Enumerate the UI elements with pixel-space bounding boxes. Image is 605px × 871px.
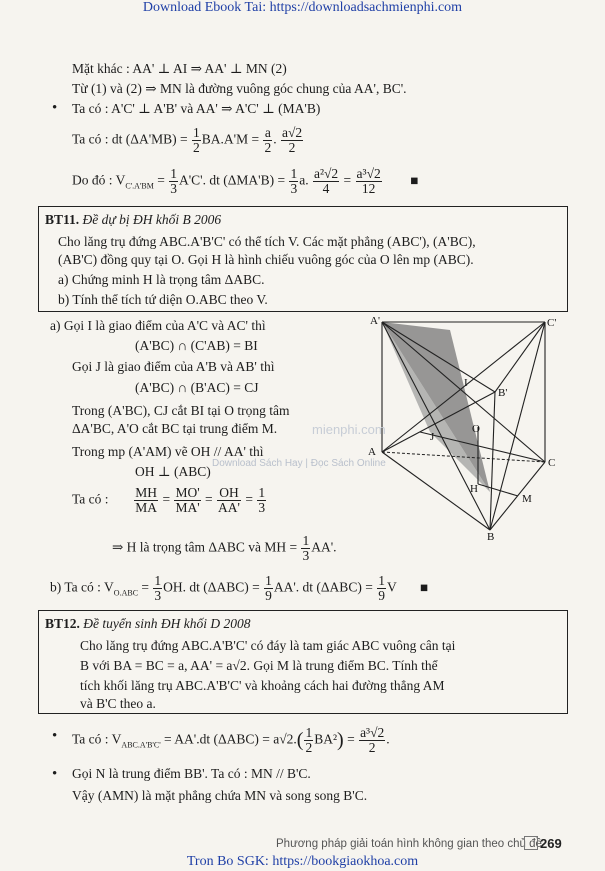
- text: A'C'. dt (ΔMA'B) =: [178, 172, 286, 188]
- page-number: 269: [540, 836, 562, 851]
- text: OH. dt (ΔABC) =: [163, 579, 260, 595]
- text-line: Cho lăng trụ đứng ABC.A'B'C' có thể tích V. Các mặt phẳng (ABC'), (A'BC),: [58, 234, 476, 249]
- end-mark: ■: [410, 172, 419, 188]
- text: BA.A'M =: [201, 131, 260, 147]
- text-line: a) Gọi I là giao điểm của A'C và AC' thì: [50, 318, 266, 333]
- text: b) Ta có : V: [50, 579, 114, 595]
- header-download-link[interactable]: Download Ebook Tai: https://downloadsachmienphi.com: [142, 0, 463, 15]
- fraction: $\frac{\text{a²√2}}{4}$: [313, 166, 339, 196]
- text-line: Trong mp (A'AM) vẽ OH // AA' thì: [72, 444, 264, 459]
- fraction: $\frac{1}{3}$: [302, 533, 310, 563]
- label-A: A: [368, 446, 376, 458]
- fraction: $\frac{1}{3}$: [290, 166, 298, 196]
- text-line: (AB'C) đồng quy tại O. Gọi H là hình chiếu vuông góc của O lên mp (ABC).: [58, 252, 474, 267]
- label-C1: C': [547, 317, 557, 329]
- conclusion: [112, 534, 337, 563]
- fraction: $\frac{MH}{MA}$: [135, 485, 158, 515]
- book-icon: [524, 836, 538, 850]
- fraction: $\frac{OH}{AA'}$: [218, 485, 240, 515]
- label-A1: A': [370, 315, 380, 327]
- text: = AA'.dt (ΔABC) = a√2.: [164, 731, 297, 747]
- text-line: (A'BC) ∩ (C'AB) = BI: [135, 338, 258, 353]
- fraction: $\frac{a}{2}$: [264, 125, 272, 155]
- prism-figure: [360, 312, 580, 542]
- text: a.: [299, 172, 309, 188]
- label-H: H: [470, 483, 478, 495]
- text: =: [347, 731, 355, 747]
- label-J: J: [430, 431, 435, 443]
- watermark-text: mienphi.com: [312, 422, 386, 437]
- footer-text: Phương pháp giải toán hình không gian theo chủ đề: [276, 838, 542, 850]
- text-line: Trong (A'BC), CJ cắt BI tại O trọng tâm: [72, 403, 290, 418]
- text-line: OH ⊥ (ABC): [135, 464, 211, 479]
- text: Ta có : V: [72, 731, 122, 747]
- fraction: $\frac{a√2}{2}$: [281, 125, 303, 155]
- text: AA'. dt (ΔABC) =: [273, 579, 373, 595]
- text: Do đó : V: [72, 172, 126, 188]
- text: BA²: [314, 731, 338, 747]
- text-line: Mặt khác : AA' ⊥ AI ⇒ AA' ⊥ MN (2): [72, 61, 287, 76]
- question-b: b) Tính thể tích tứ diện O.ABC theo V.: [58, 292, 268, 307]
- fraction: $\frac{\text{a³√2}}{12}$: [356, 166, 381, 196]
- volume-formula: Do đó : $V_{C'.A'BM}$ = $\frac{1}{3}$ A'C'. dt (ΔMA'B) = $\frac{1}{3}$ a. $\frac{\text{a²√2}}{4}$ = $\frac{\text{a³√2}}{12}$ ■: [72, 166, 419, 196]
- text-line: và B'C theo a.: [80, 696, 156, 711]
- label-O: O: [472, 423, 480, 435]
- subscript: ABC.A'B'C': [121, 740, 161, 750]
- bullet: •: [52, 100, 58, 116]
- label-B1: B': [498, 387, 508, 399]
- fraction: $\frac{\text{a³√2}}{2}$: [360, 725, 385, 755]
- end-mark: ■: [419, 579, 428, 595]
- area-formula: Ta có : dt (ΔA'MB) = $\frac{1}{2}$ BA.A'M = $\frac{a}{2}$ . $\frac{a√2}{2}$: [72, 125, 303, 155]
- fraction: $\frac{1}{2}$: [305, 725, 313, 755]
- text: .: [386, 731, 390, 747]
- text-line: Cho lăng trụ đứng ABC.A'B'C' có đáy là tam giác ABC vuông cân tại: [80, 638, 456, 653]
- text-line: Vậy (AMN) là mặt phẳng chứa MN và song song B'C.: [72, 788, 368, 803]
- label-M: M: [522, 493, 532, 505]
- exercise-title: BT11. Đề dự bị ĐH khối B 2006: [45, 212, 222, 227]
- fraction: $\frac{1}{2}$: [193, 125, 200, 155]
- text-line: B với BA = BC = a, AA' = a√2. Gọi M là trung điểm BC. Tính thể: [80, 658, 438, 673]
- watermark-text: Download Sách Hay | Đọc Sách Online: [212, 458, 386, 469]
- text-line: tích khối lăng trụ ABC.A'B'C' và khoảng cách hai đường thẳng AM: [80, 678, 445, 693]
- exercise-title: BT12. Đề tuyển sinh ĐH khối D 2008: [45, 616, 251, 631]
- text: Ta có :: [72, 491, 109, 507]
- part-b-formula: b) Ta có : $V_{O.ABC}$ = $\frac{1}{3}$ OH. dt (ΔABC) = $\frac{1}{9}$ AA'. dt (ΔABC) = $\frac{1}{9}$ V ■: [50, 573, 428, 603]
- label-C: C: [548, 457, 556, 469]
- text: AA'.: [311, 539, 337, 555]
- label-I: I: [464, 377, 468, 389]
- text-line: ΔA'BC, A'O cắt BC tại trung điểm M.: [72, 421, 278, 436]
- fraction: $\frac{1}{3}$: [258, 485, 266, 515]
- subscript: C'.A'BM: [125, 181, 154, 191]
- fraction: $\frac{1}{3}$: [154, 573, 162, 603]
- bullet: •: [52, 728, 58, 744]
- text: Ta có : dt (ΔA'MB) =: [72, 131, 188, 147]
- question-a: a) Chứng minh H là trọng tâm ΔABC.: [58, 272, 265, 287]
- fraction: $\frac{1}{9}$: [378, 573, 385, 603]
- fraction: $\frac{1}{3}$: [170, 166, 177, 196]
- ratio-formula: Ta có : $\frac{MH}{MA}$ = $\frac{MO'}{MA'}$ = $\frac{OH}{AA'}$ = $\frac{1}{3}$: [72, 485, 266, 515]
- fraction: $\frac{1}{9}$: [265, 573, 272, 603]
- text: ⇒ H là trọng tâm ΔABC và MH =: [112, 539, 298, 555]
- text-line: Ta có : A'C' ⊥ A'B' và AA' ⇒ A'C' ⊥ (MA'B): [72, 101, 321, 116]
- fraction: $\frac{MO'}{MA'}$: [175, 485, 200, 515]
- bullet: •: [52, 766, 58, 782]
- footer-download-link[interactable]: Tron Bo SGK: https://bookgiaokhoa.com: [186, 854, 419, 869]
- text-line: Từ (1) và (2) ⇒ MN là đường vuông góc chung của AA', BC'.: [72, 81, 407, 96]
- text-line: (A'BC) ∩ (B'AC) = CJ: [135, 380, 259, 395]
- text-line: Gọi J là giao điểm của A'B và AB' thì: [72, 359, 275, 374]
- label-B: B: [487, 531, 495, 542]
- subscript: O.ABC: [113, 588, 139, 598]
- text: V: [386, 579, 397, 595]
- prism-volume-formula: Ta có : $V_{ABC.A'B'C'} = AA'.dt$ (ΔABC) = a√2.( $\frac{1}{2}$ BA²) = $\frac{\text{a³√2}}{2}$ .: [72, 725, 390, 755]
- text-line: Gọi N là trung điểm BB'. Ta có : MN // B'C.: [72, 766, 311, 781]
